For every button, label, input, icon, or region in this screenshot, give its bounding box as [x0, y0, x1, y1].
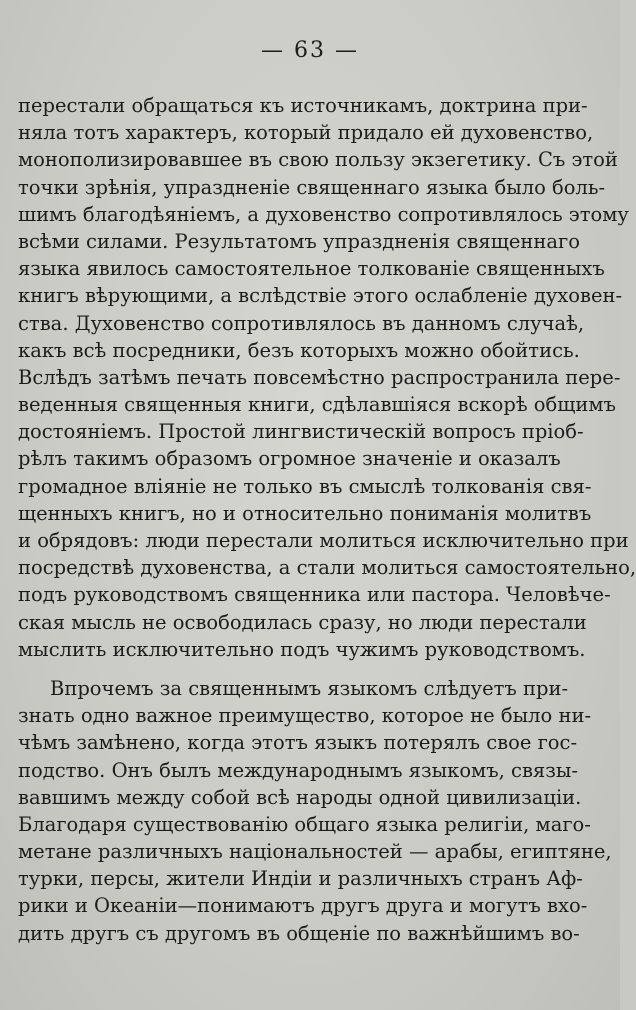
text-line: посредствѣ духовенства, а стали молиться самостоятельно, — [18, 556, 636, 580]
text-line: дить другъ съ другомъ въ общеніе по важнѣйшимъ во- — [18, 921, 580, 945]
text-line: шимъ благодѣяніемъ, а духовенство сопротивлялось этому — [18, 202, 629, 226]
text-line: няла тотъ характеръ, который придало ей духовенство, — [18, 121, 594, 145]
text-line: веденныя священныя книги, сдѣлавшіяся вскорѣ общимъ — [18, 393, 616, 417]
text-line: монополизировавшее въ свою пользу экзегетику. Съ этой — [18, 148, 618, 172]
text-line: турки, персы, жители Индіи и различныхъ странъ Аф- — [18, 867, 583, 891]
paragraph-spacer — [18, 663, 554, 675]
text-line: достояніемъ. Простой лингвистическій вопросъ пріоб- — [18, 420, 584, 444]
text-line: ства. Духовенство сопротивлялось въ данномъ случаѣ, — [18, 311, 585, 335]
text-line: какъ всѣ посредники, безъ которыхъ можно обойтись. — [18, 338, 580, 362]
text-line: подство. Онъ былъ международнымъ языкомъ, связы- — [18, 758, 578, 782]
text-line: подъ руководствомъ священника или пастора. Человѣче- — [18, 583, 611, 607]
text-line: мыслить исключительно подъ чужимъ руководствомъ. — [18, 637, 586, 661]
text-line: языка явилось самостоятельное толкованіе священныхъ — [18, 257, 605, 281]
paragraph-2 — [18, 675, 612, 947]
body-text — [18, 92, 636, 947]
text-line: щенныхъ книгъ, но и относительно пониманія молитвъ — [18, 501, 592, 525]
text-line: Впрочемъ за священнымъ языкомъ слѣдуетъ при- — [50, 676, 569, 700]
text-line: рѣлъ такимъ образомъ огромное значеніе и оказалъ — [18, 447, 561, 471]
text-line: Благодаря существованію общаго языка религіи, маго- — [18, 812, 591, 836]
text-line: знать одно важное преимущество, которое не было ни- — [18, 704, 592, 728]
text-line: громадное вліяніе не только въ смыслѣ толкованія свя- — [18, 474, 592, 498]
text-line: метане различныхъ національностей — арабы, египтяне, — [18, 840, 612, 864]
text-line: чѣмъ замѣнено, когда этотъ языкъ потерялъ свое гос- — [18, 731, 578, 755]
text-line: и обрядовъ: люди перестали молиться исключительно при — [18, 529, 629, 552]
text-line: рики и Океаніи—понимаютъ другъ друга и могутъ вхо- — [18, 894, 588, 918]
text-line: перестали обращаться къ источникамъ, доктрина при- — [18, 94, 588, 117]
paragraph-1 — [18, 92, 636, 663]
text-line: ская мысль не освободилась сразу, но люди перестали — [18, 610, 587, 634]
text-line: вавшимъ между собой всѣ народы одной цивилизаціи. — [18, 785, 582, 809]
text-line: точки зрѣнія, упраздненіе священнаго языка было боль- — [18, 175, 606, 199]
text-line: книгъ вѣрующими, а вслѣдствіе этого ослабленіе духовен- — [18, 284, 623, 308]
text-line: Вслѣдъ затѣмъ печать повсемѣстно распространила пере- — [18, 365, 621, 389]
page-number: — 63 — — [261, 38, 359, 63]
text-line: всѣми силами. Результатомъ упраздненія священнаго — [18, 229, 580, 253]
